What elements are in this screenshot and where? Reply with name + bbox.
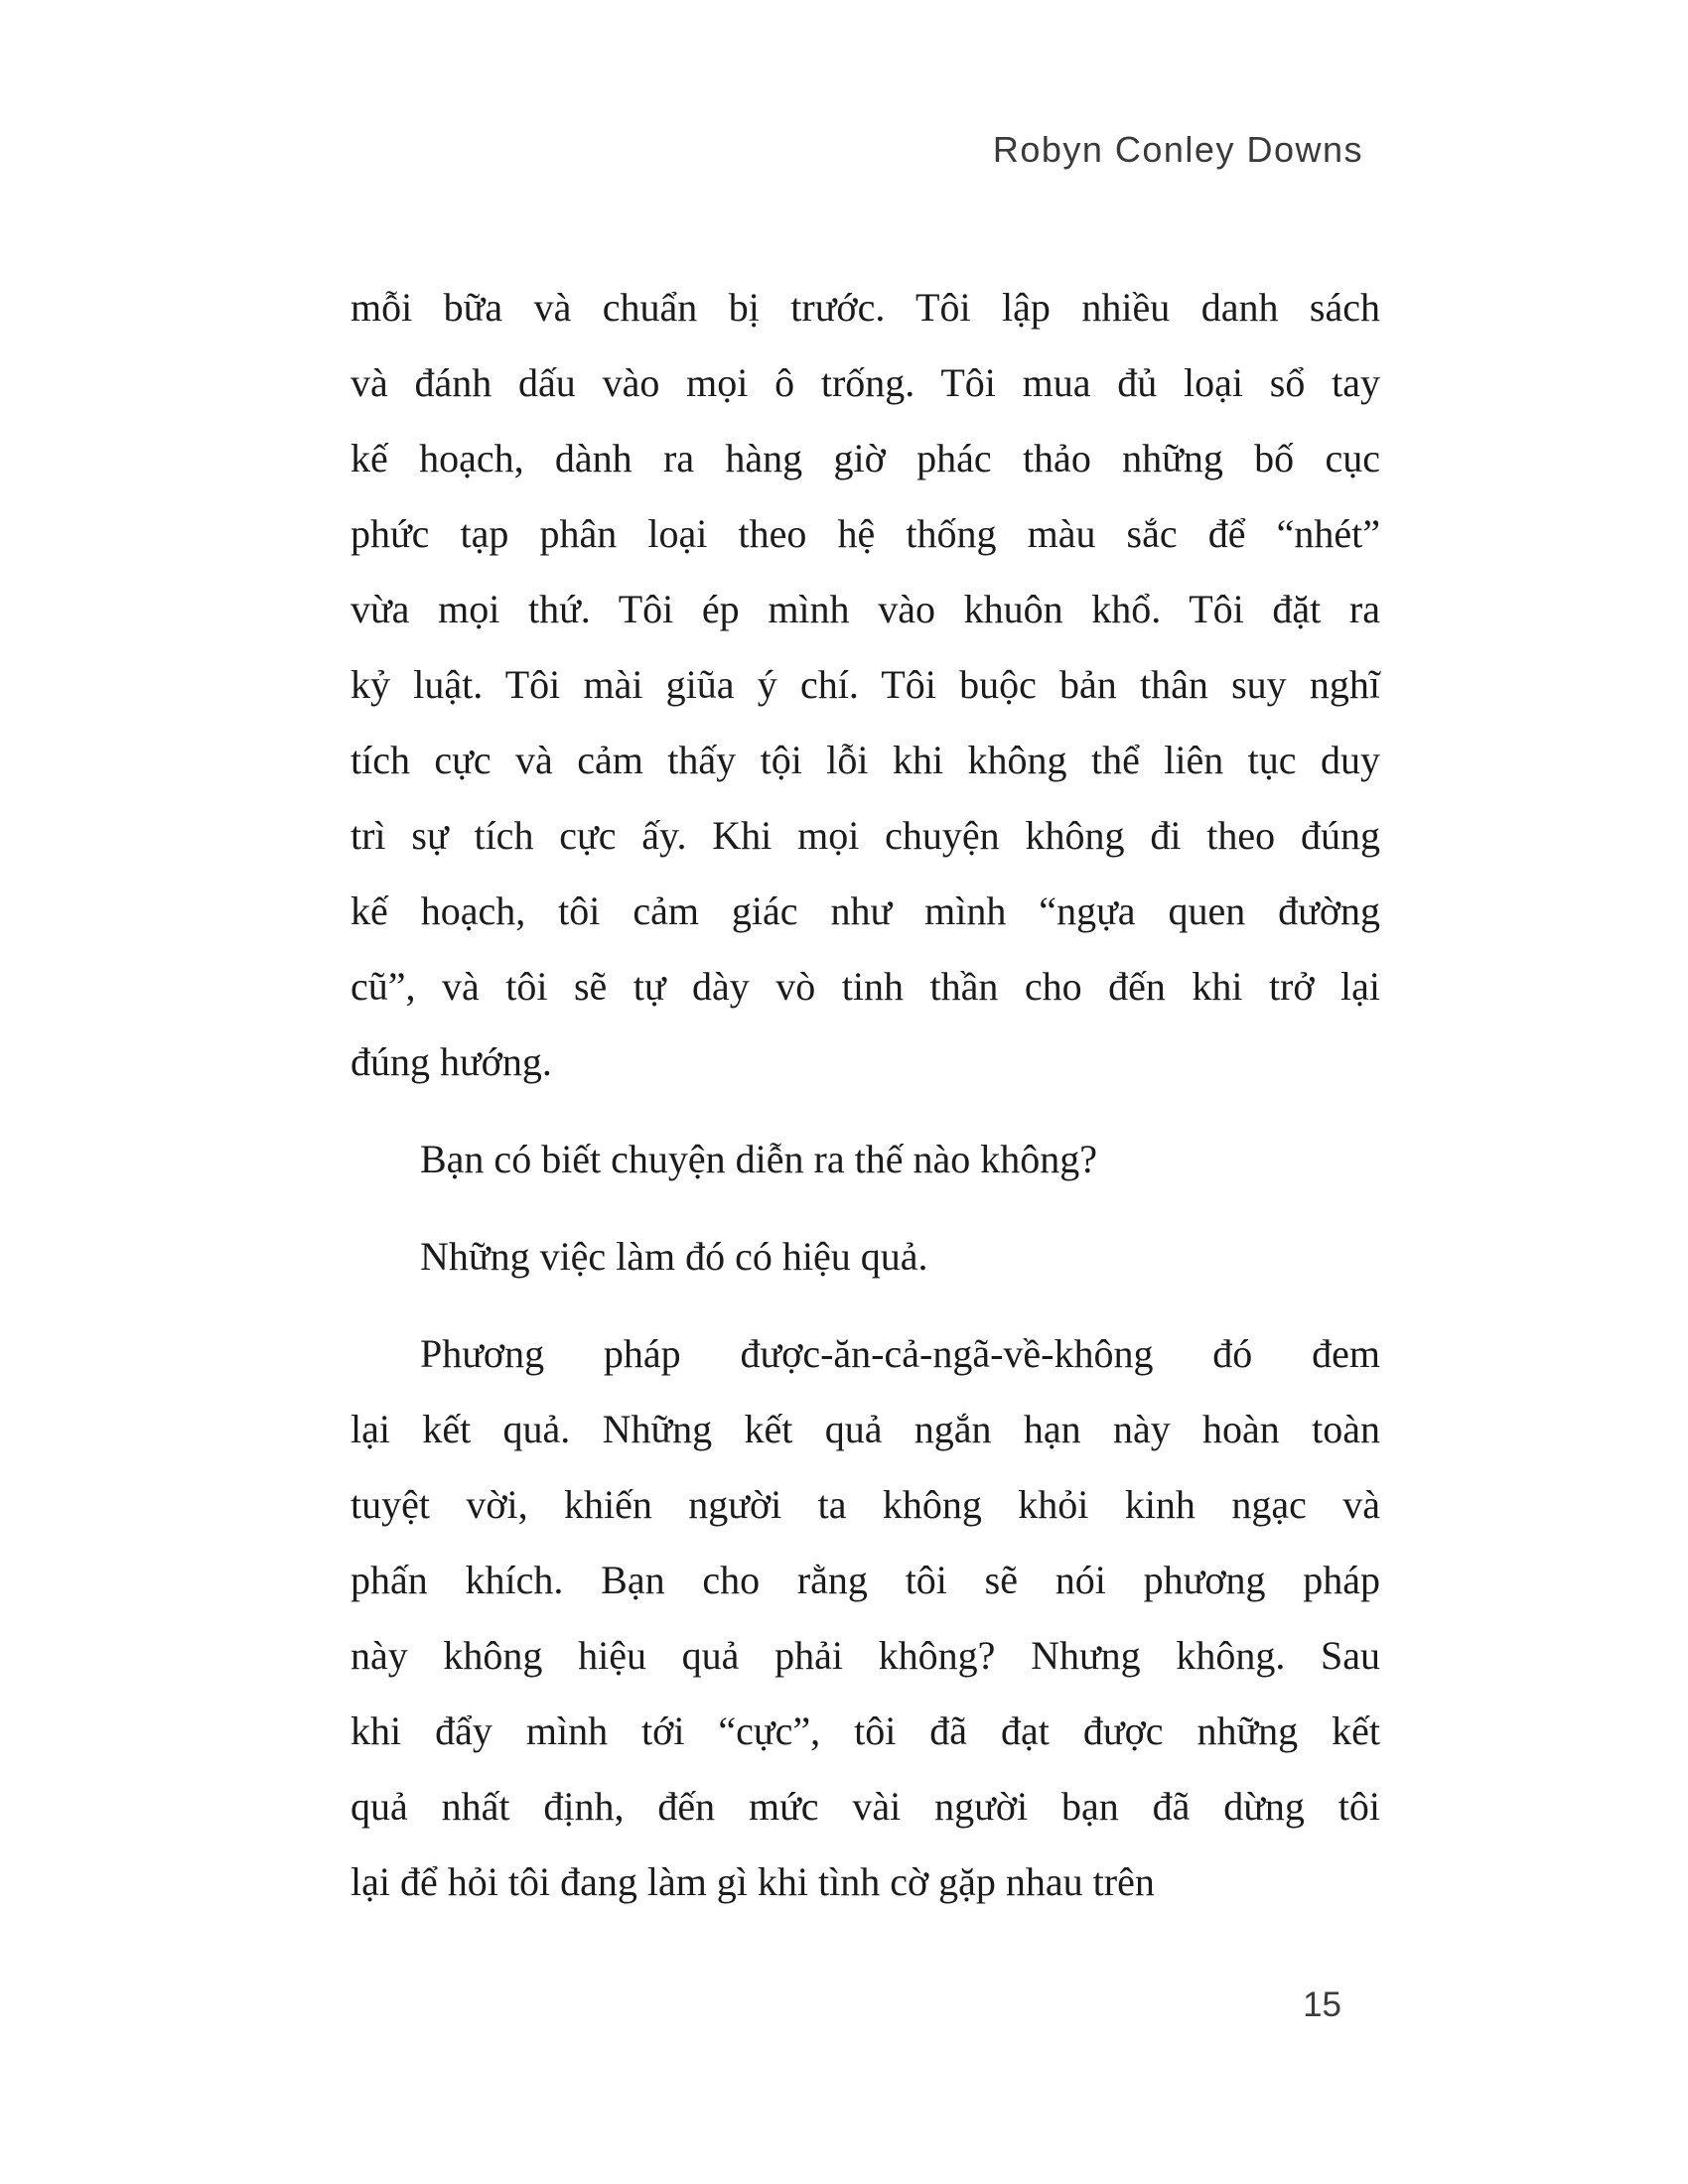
page-number: 15: [1303, 1985, 1341, 2024]
paragraph: [351, 1122, 1380, 1197]
running-header-author: Robyn Conley Downs: [992, 129, 1363, 170]
paragraph: [351, 1316, 1380, 1920]
text-line: khi đẩy mình tới “cực”, tôi đã đạt được những kết: [351, 1708, 1380, 1753]
body-text: [351, 270, 1380, 1942]
text-line: phức tạp phân loại theo hệ thống màu sắc để “nhét”: [351, 511, 1380, 556]
text-line: Phương pháp được-ăn-cả-ngã-về-không đó đem: [420, 1331, 1380, 1376]
text-line: mỗi bữa và chuẩn bị trước. Tôi lập nhiều danh sách: [351, 285, 1380, 330]
text-line: lại để hỏi tôi đang làm gì khi tình cờ gặp nhau trên: [351, 1859, 1155, 1904]
paragraph: [351, 270, 1380, 1100]
text-line: phấn khích. Bạn cho rằng tôi sẽ nói phương pháp: [351, 1558, 1380, 1602]
text-line: quả nhất định, đến mức vài người bạn đã dừng tôi: [351, 1784, 1380, 1829]
text-line: Những việc làm đó có hiệu quả.: [420, 1234, 928, 1279]
text-line: đúng hướng.: [351, 1039, 552, 1084]
text-line: lại kết quả. Những kết quả ngắn hạn này hoàn toàn: [351, 1407, 1380, 1451]
paragraph: [351, 1219, 1380, 1295]
text-line: cũ”, và tôi sẽ tự dày vò tinh thần cho đến khi trở lại: [351, 964, 1380, 1009]
text-line: này không hiệu quả phải không? Nhưng không. Sau: [351, 1633, 1380, 1678]
text-line: vừa mọi thứ. Tôi ép mình vào khuôn khổ. Tôi đặt ra: [351, 587, 1380, 631]
text-line: trì sự tích cực ấy. Khi mọi chuyện không đi theo đúng: [351, 813, 1380, 858]
text-line: tích cực và cảm thấy tội lỗi khi không thể liên tục duy: [351, 738, 1380, 782]
text-line: kỷ luật. Tôi mài giũa ý chí. Tôi buộc bản thân suy nghĩ: [351, 662, 1380, 707]
text-line: và đánh dấu vào mọi ô trống. Tôi mua đủ loại sổ tay: [351, 360, 1380, 405]
text-line: kế hoạch, dành ra hàng giờ phác thảo những bố cục: [351, 436, 1380, 480]
text-line: kế hoạch, tôi cảm giác như mình “ngựa quen đường: [351, 888, 1380, 933]
text-line: Bạn có biết chuyện diễn ra thế nào không?: [420, 1137, 1097, 1181]
text-line: tuyệt vời, khiến người ta không khỏi kinh ngạc và: [351, 1482, 1380, 1527]
